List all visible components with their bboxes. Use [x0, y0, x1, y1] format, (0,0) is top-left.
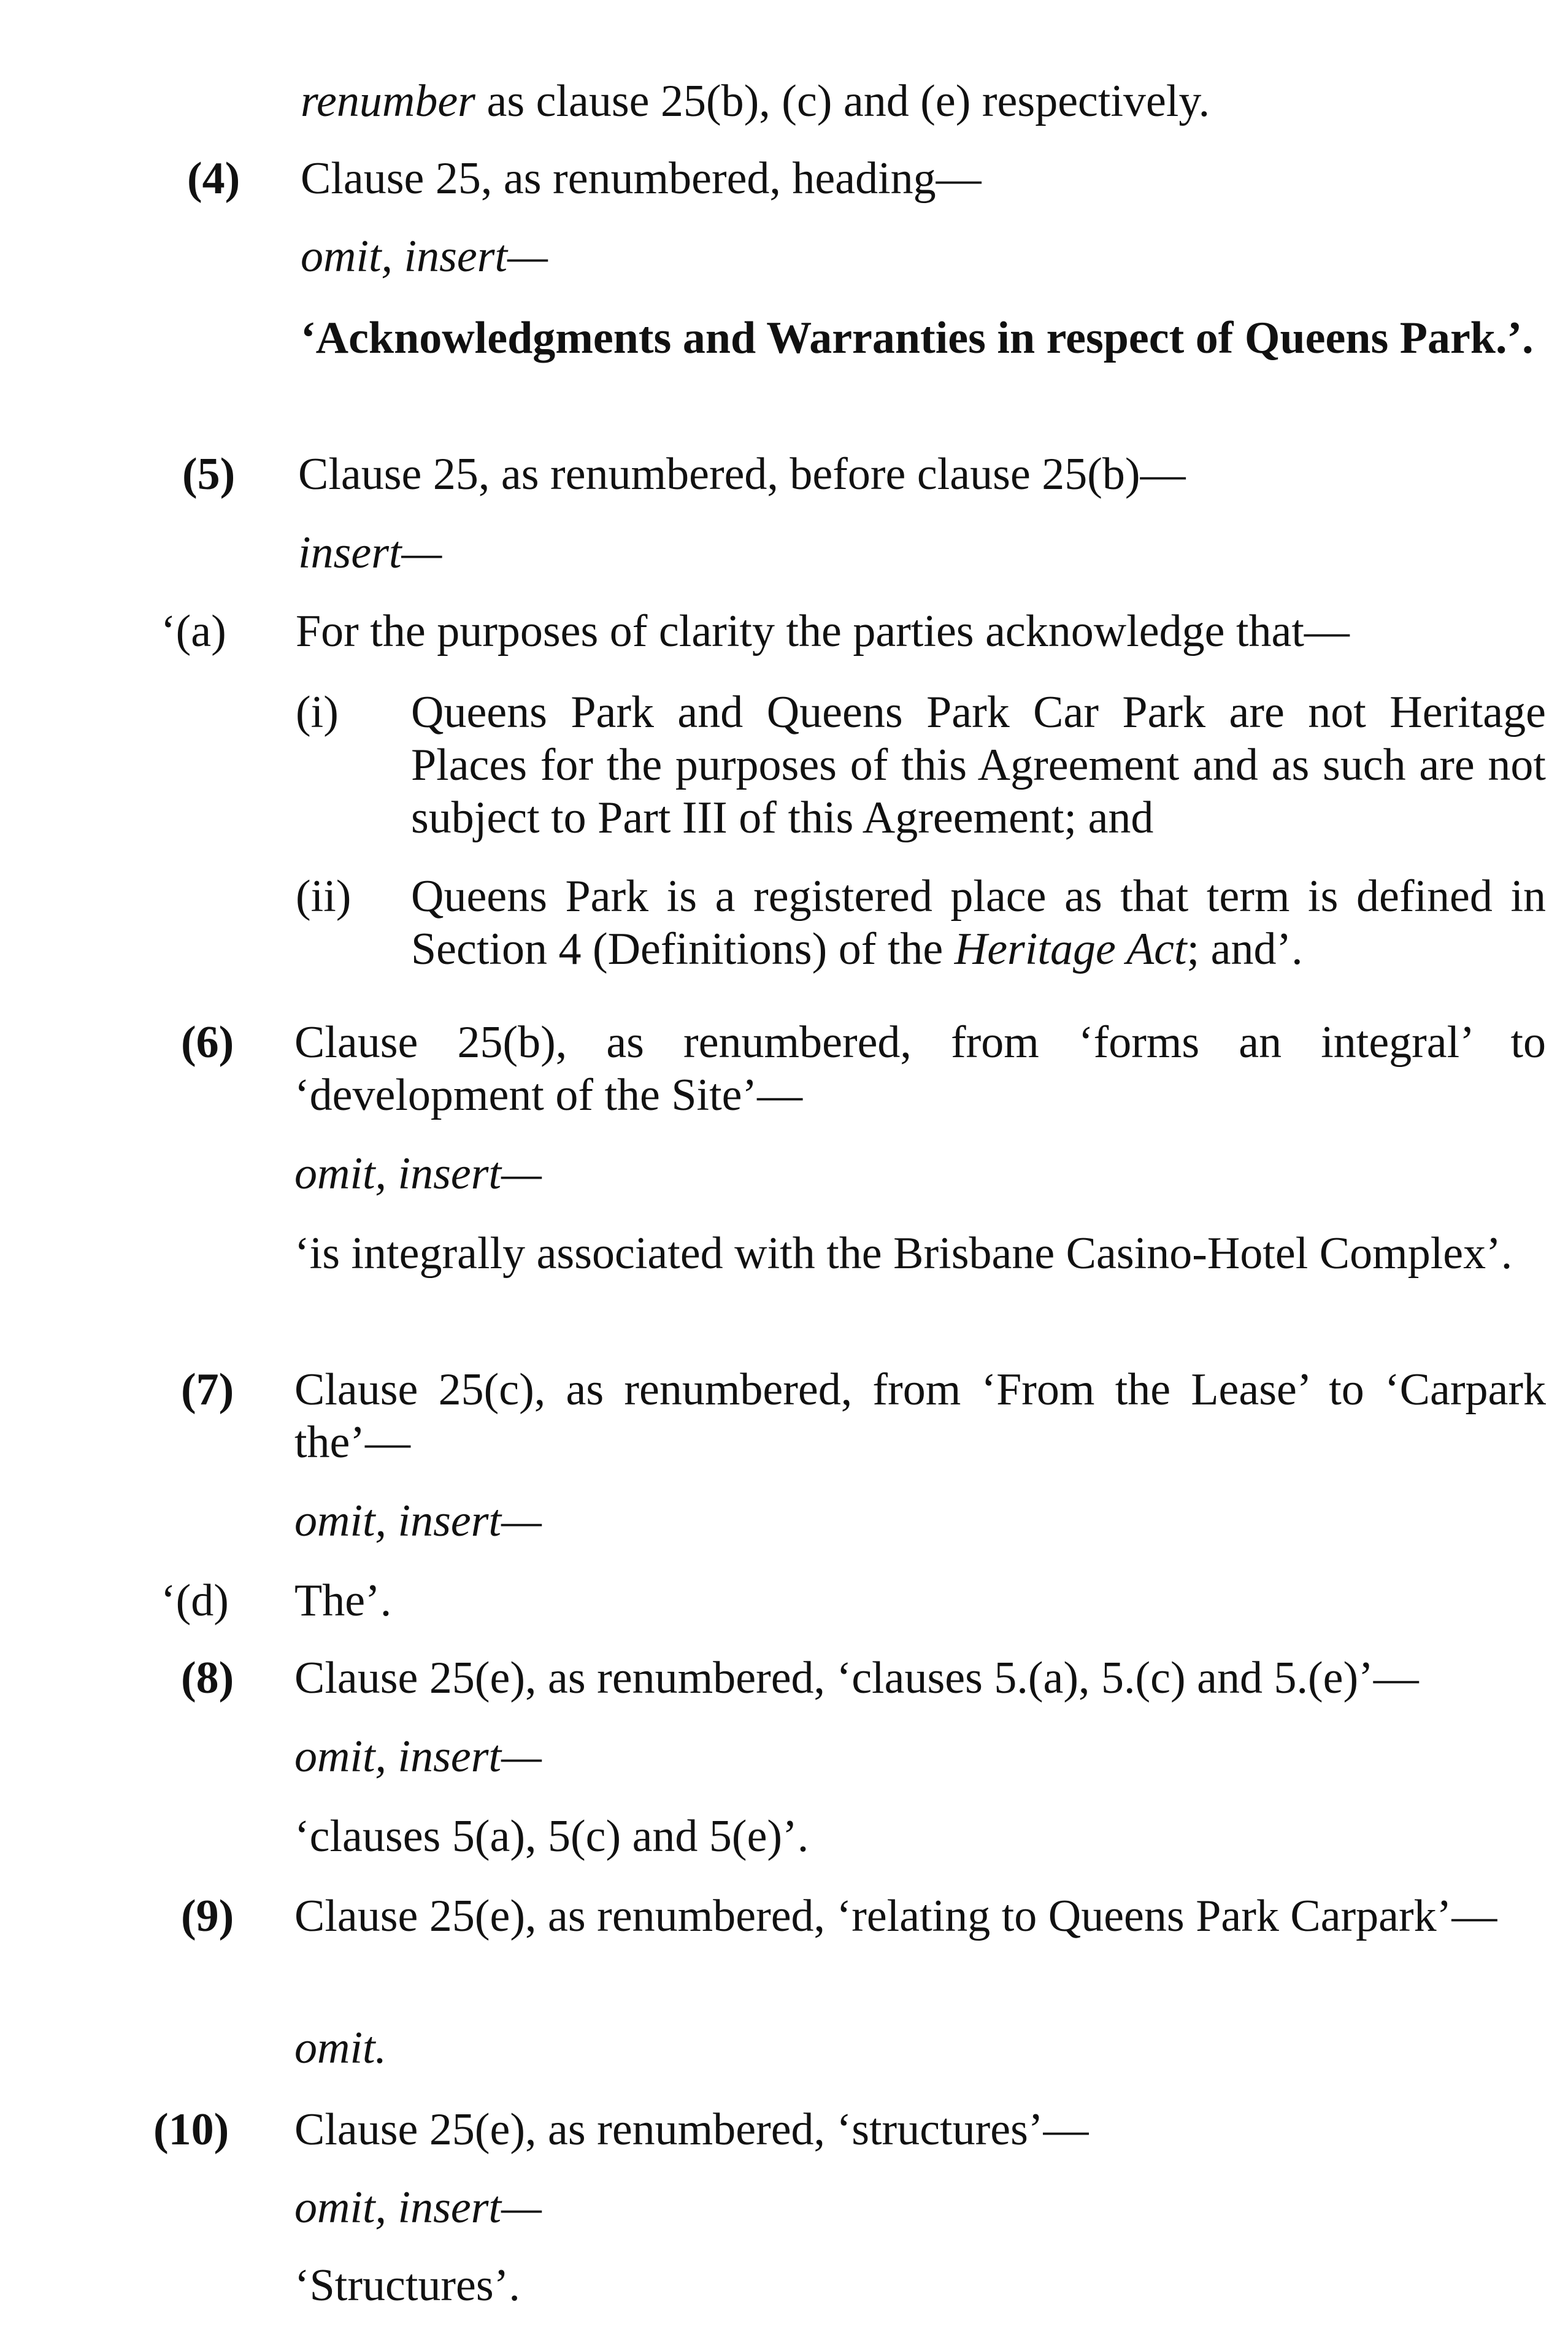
item-8-quote: ‘clauses 5(a), 5(c) and 5(e)’.: [294, 1811, 809, 1862]
sub-ii-text-after: ; and’.: [1186, 924, 1303, 974]
sub-a-text: For the purposes of clarity the parties acknowledge that—: [296, 606, 1350, 657]
item-8-instruction: omit, insert—: [294, 1731, 542, 1782]
item-9-text: Clause 25(e), as renumbered, ‘relating to Queens Park Carpark’—: [294, 1891, 1497, 1941]
item-7-instruction: omit, insert—: [294, 1496, 542, 1546]
sub-ii-text: [411, 870, 1546, 976]
sub-i-text: Queens Park and Queens Park Car Park are not Heritage Places for the purposes of this Agreement and as such are not subject to Part III of this Agreement; and: [411, 687, 1546, 843]
item-4-number: (4): [187, 153, 240, 204]
item-6-number: (6): [181, 1017, 234, 1068]
item-6-text: Clause 25(b), as renumbered, from ‘forms an integral’ to ‘development of the Site’—: [294, 1017, 1546, 1120]
item-9-instruction: omit.: [294, 2023, 387, 2073]
item-10-number: (10): [153, 2104, 229, 2155]
item-5-number: (5): [182, 449, 236, 499]
item-10-text: Clause 25(e), as renumbered, ‘structures’—: [294, 2104, 1089, 2155]
sub-ii-text-before: Queens Park is a registered place as that term is defined in Section 4 (Definitions) of the: [411, 871, 1546, 974]
sub-i-label: (i): [296, 687, 339, 737]
item-4-text: Clause 25, as renumbered, heading—: [301, 153, 982, 204]
item-9-number: (9): [181, 1891, 234, 1941]
item-5-text: Clause 25, as renumbered, before clause 25(b)—: [298, 449, 1186, 499]
item-8-text: Clause 25(e), as renumbered, ‘clauses 5.(a), 5.(c) and 5.(e)’—: [294, 1653, 1419, 1703]
item-7-text: Clause 25(c), as renumbered, from ‘From the Lease’ to ‘Carpark the’—: [294, 1365, 1546, 1468]
item-7-number: (7): [181, 1365, 234, 1415]
item-10-instruction: omit, insert—: [294, 2182, 542, 2233]
item-4-heading: ‘Acknowledgments and Warranties in respect of Queens Park.’.: [301, 313, 1534, 363]
sub-d-text: The’.: [294, 1576, 392, 1626]
renumber-rest: as clause 25(b), (c) and (e) respectively.: [475, 76, 1210, 126]
item-6-instruction: omit, insert—: [294, 1149, 542, 1199]
item-6-quote: ‘is integrally associated with the Brisbane Casino-Hotel Complex’.: [294, 1228, 1513, 1279]
item-4-instruction: omit, insert—: [301, 231, 548, 282]
renumber-line: [301, 75, 1210, 128]
renumber-word: renumber: [301, 76, 475, 126]
item-5-instruction: insert—: [298, 528, 442, 578]
item-10-quote: ‘Structures’.: [294, 2260, 520, 2311]
sub-d-label: ‘(d): [161, 1576, 229, 1626]
sub-ii-label: (ii): [296, 871, 352, 922]
heritage-act-title: Heritage Act: [954, 924, 1187, 974]
sub-a-label: ‘(a): [161, 606, 226, 657]
item-8-number: (8): [181, 1653, 234, 1703]
